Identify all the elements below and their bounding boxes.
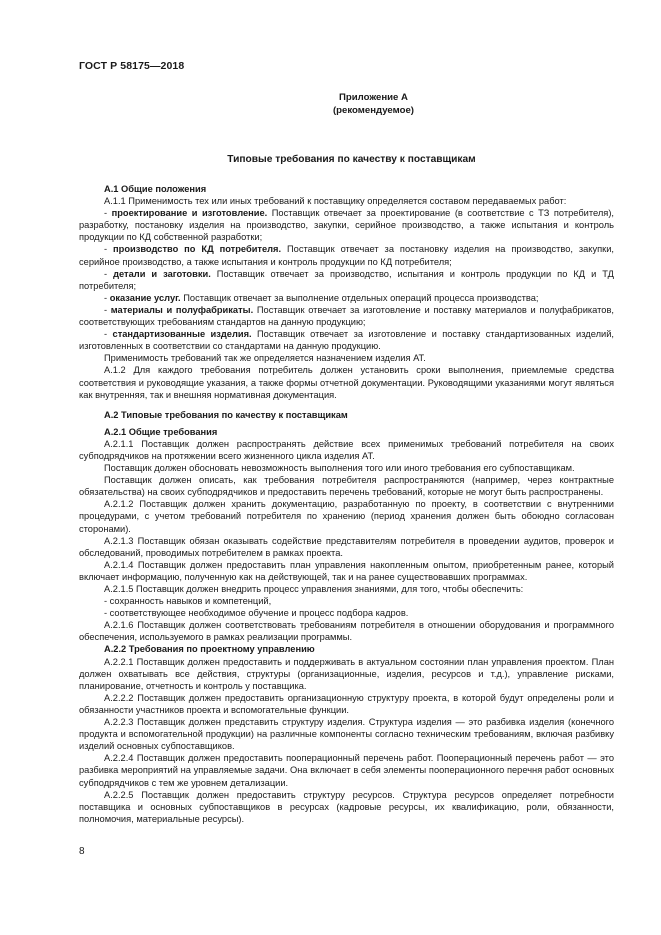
page-number: 8 xyxy=(79,846,85,857)
appendix-subtitle: (рекомендуемое) xyxy=(332,104,414,116)
list-item-text: Поставщик отвечает за выполнение отдельных операций процесса производства; xyxy=(180,292,539,303)
list-item-text: Поставщик отвечает за изготовление и поставку материалов и полуфабрикатов, соответствующих требованиям стандартов на данную продукцию; xyxy=(79,304,614,328)
document-code: ГОСТ Р 58175—2018 xyxy=(79,60,185,72)
paragraph-a211-c: Поставщик должен описать, как требования потребителя распространяются (например, через контрактные обязательства) на своих субподрядчиков и предоставить перечень требований, которые не могут быть распространены. xyxy=(79,475,614,498)
paragraph-a11: А.1.1 Применимость тех или иных требований к поставщику определяется составом передаваемых работ: xyxy=(104,196,567,207)
list-item-text: Поставщик отвечает за проектирование (в соответствие с ТЗ потребителя), разработку, постановку изделия на производство, закупки, серийное производство, а также испытания и контроль продукции по КД собственной разработки; xyxy=(79,208,615,243)
list-item-term: оказание услуг. xyxy=(109,292,181,303)
document-body xyxy=(79,183,614,825)
list-item-term: проектирование и изготовление. xyxy=(111,208,268,219)
list-item-parts: - детали и заготовки. Поставщик отвечает за производство, испытания и контроль продукции по КД и ТД потребителя; xyxy=(79,268,614,291)
list-item-standard: - стандартизованные изделия. Поставщик отвечает за изготовление и поставку стандартизованных изделий, изготовленных в соответствии со стандартами на данную продукцию. xyxy=(79,329,614,352)
list-item-materials: - материалы и полуфабрикаты. Поставщик отвечает за изготовление и поставку материалов и полуфабрикатов, соответствующих требованиям стандартов на данную продукцию; xyxy=(79,304,614,328)
paragraph-a211-b: Поставщик должен обосновать невозможность выполнения того или иного требования его субпоставщикам. xyxy=(104,463,575,474)
list-item-services: - оказание услуг. Поставщик отвечает за выполнение отдельных операций процесса производства; xyxy=(104,292,539,303)
list-item-term: производство по КД потребителя. xyxy=(113,244,282,255)
heading-a21: А.2.1 Общие требования xyxy=(104,426,218,437)
paragraph-a212: А.2.1.2 Поставщик должен хранить документацию, разработанную по проекту, в соответствии с внутренними процедурами, с учетом требований потребителя по хранению (период хранения должен быть обоюдно согласован сторонами). xyxy=(79,499,614,534)
appendix-title: Приложение А xyxy=(339,92,408,103)
list-item-design: - проектирование и изготовление. Поставщик отвечает за проектирование (в соответствие с ТЗ потребителя), разработку, постановку изделия на производство, закупки, серийное производство, а также испытания и контроль продукции по КД собственной разработки; xyxy=(79,208,615,243)
paragraph-applicability: Применимость требований так же определяется назначением изделия АТ. xyxy=(104,353,426,364)
list-item-text: Поставщик отвечает за изготовление и поставку стандартизованных изделий, изготовленных в соответствии со стандартами на данную продукцию. xyxy=(79,329,614,352)
heading-a2: А.2 Типовые требования по качеству к поставщикам xyxy=(104,409,348,420)
paragraph-a211: А.2.1.1 Поставщик должен распространять действие всех применимых требований потребителя на своих субподрядчиков на протяжении всего жизненного цикла изделия АТ. xyxy=(79,438,614,461)
bullet-training: - соответствующее необходимое обучение и процесс подбора кадров. xyxy=(104,608,409,619)
list-item-term: материалы и полуфабрикаты. xyxy=(110,304,254,315)
paragraph-a215: А.2.1.5 Поставщик должен внедрить процесс управления знаниями, для того, чтобы обеспечить: xyxy=(104,584,524,594)
list-item-text: Поставщик отвечает за производство, испытания и контроль продукции по КД и ТД потребителя; xyxy=(79,268,614,291)
bullet-skills: - сохранность навыков и компетенций, xyxy=(104,596,272,607)
paragraph-a224: А.2.2.4 Поставщик должен предоставить пооперационный перечень работ. Пооперационный перечень работ — это разбивка мероприятий на управляемые задачи. Она включает в себя элементы пооперационного перечня работ основных субподрядчиков с тем же уровнем детализации. xyxy=(79,753,614,788)
paragraph-a221: А.2.2.1 Поставщик должен предоставить и поддерживать в актуальном состоянии план управления проектом. План должен охватывать все действия, структуры (организационные, изделия, ресурсов и т.д.), управление рисками, планирование, отчетность и контроль у поставщика. xyxy=(79,656,614,691)
appendix-heading xyxy=(0,92,661,117)
heading-a22: А.2.2 Требования по проектному управлению xyxy=(104,644,315,655)
paragraph-a12: А.1.2 Для каждого требования потребитель должен установить сроки выполнения, приемлемые средства соответствия и руководящие указания, а также формы отчетной документации. Руководящими указаниями могут являться как внутренняя, так и внешняя нормативная документация. xyxy=(79,365,614,400)
list-item-term: детали и заготовки. xyxy=(113,268,211,279)
paragraph-a216: А.2.1.6 Поставщик должен соответствовать требованиям потребителя в отношении оборудования и программного обеспечения, используемого в рамках реализации программы. xyxy=(79,620,614,643)
heading-a1: А.1 Общие положения xyxy=(104,184,207,194)
section-title: Типовые требования по качеству к поставщикам xyxy=(227,154,476,165)
paragraph-a213: А.2.1.3 Поставщик обязан оказывать содействие представителям потребителя в проведении аудитов, проверок и обследований, проводимых потребителем в рамках проекта. xyxy=(79,535,614,558)
list-item-production: - производство по КД потребителя. Поставщик отвечает за постановку изделия на производство, закупки, серийное производство, а также испытания и контроль продукции по КД потребителя; xyxy=(79,244,615,267)
paragraph-a214: А.2.1.4 Поставщик должен предоставить план управления накопленным опытом, приобретенным ранее, который включает информацию, полученную как на действующей, так и на ранее существовавших программах. xyxy=(79,559,614,582)
paragraph-a223: А.2.2.3 Поставщик должен представить структуру изделия. Структура изделия — это разбивка изделия (конечного продукта и вспомогательной продукции) на различные компоненты согласно техническим требованиям, включая разбивку изделий основных субпоставщиков. xyxy=(79,717,614,752)
list-item-term: стандартизованные изделия. xyxy=(112,329,252,340)
paragraph-a222: А.2.2.2 Поставщик должен предоставить организационную структуру проекта, в которой будут определены роли и обязанности участников проекта и вспомогательные функции. xyxy=(79,692,614,715)
paragraph-a225: А.2.2.5 Поставщик должен предоставить структуру ресурсов. Структура ресурсов определяет потребности поставщика и основных субпоставщиков в ресурсах (кадровые ресурсы, их квалификацию, роли, обязанности, полномочия, материальные ресурсы). xyxy=(79,789,614,824)
list-item-text: Поставщик отвечает за постановку изделия на производство, закупки, серийное производство, а также испытания и контроль продукции по КД потребителя; xyxy=(79,244,615,267)
